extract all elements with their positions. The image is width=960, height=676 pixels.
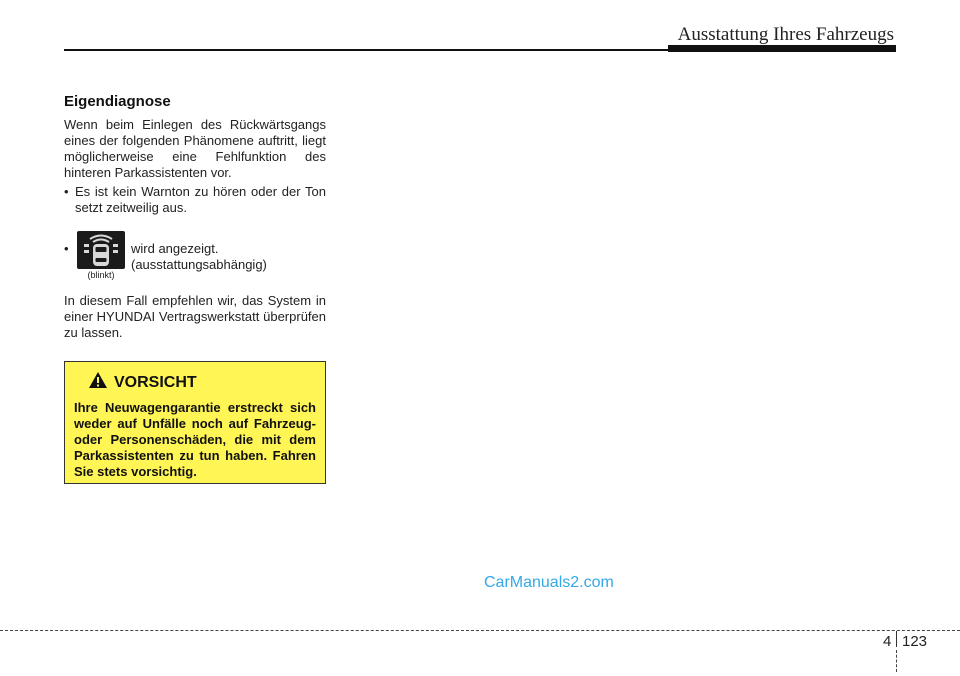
- bullet-item: [64, 184, 326, 216]
- caution-box: [64, 361, 326, 484]
- parking-sensor-car-icon: [77, 231, 125, 269]
- main-column: [64, 93, 326, 341]
- footer-rule: [0, 630, 960, 631]
- bullet-dot: •: [64, 184, 69, 199]
- page-header-title: Ausstattung Ihres Fahrzeugs: [677, 24, 894, 45]
- bullet-text: Es ist kein Warnton zu hören oder der Ton setzt zeitweilig aus.: [75, 184, 326, 215]
- icon-description-line1: wird angezeigt.: [131, 241, 219, 256]
- caution-header: [88, 371, 316, 394]
- caution-text: Ihre Neuwagengarantie erstreckt sich weder auf Unfälle noch auf Fahrzeug- oder Personenschäden, die mit dem Parkassistenten zu tun haben. Fahren Sie stets vorsichtig.: [74, 400, 316, 479]
- intro-paragraph: Wenn beim Einlegen des Rückwärtsgangs eines der folgenden Phänomene auftritt, liegt möglicherweise eine Fehlfunktion des hinteren Parkassistenten vor.: [64, 117, 326, 180]
- caution-title: VORSICHT: [114, 373, 197, 391]
- warning-triangle-icon: [88, 371, 108, 394]
- footer-tick: [896, 650, 897, 672]
- section-heading: Eigendiagnose: [64, 93, 171, 110]
- header-rule: [64, 49, 668, 51]
- bullet-item-indicator: [64, 231, 326, 281]
- icon-description-line2: (ausstattungsabhängig): [131, 257, 267, 272]
- icon-description: [131, 241, 267, 273]
- watermark-link[interactable]: CarManuals2.com: [484, 574, 614, 591]
- closing-paragraph: In diesem Fall empfehlen wir, das System in einer HYUNDAI Vertragswerkstatt überprüfen zu lassen.: [64, 293, 326, 340]
- header-rule-accent: [668, 45, 896, 52]
- page-number: 123: [902, 633, 928, 650]
- icon-caption: (blinkt): [87, 270, 115, 280]
- bullet-dot: •: [64, 241, 69, 256]
- page-number-separator: [896, 631, 897, 647]
- chapter-number: 4: [883, 633, 892, 650]
